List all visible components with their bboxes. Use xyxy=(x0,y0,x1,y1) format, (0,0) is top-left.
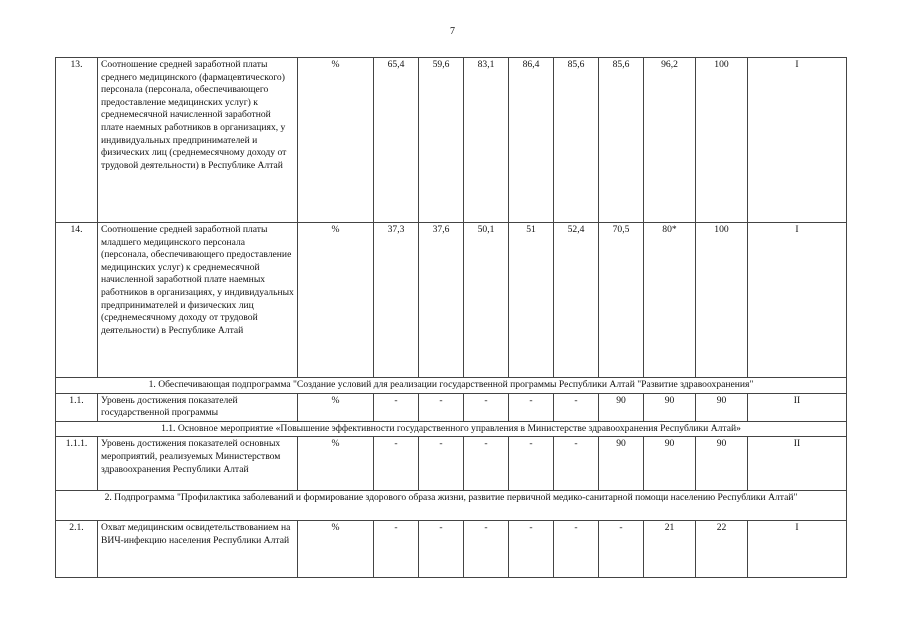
value-cell: 37,6 xyxy=(419,223,464,378)
row-number: 14. xyxy=(56,223,98,378)
value-cell: - xyxy=(374,393,419,421)
value-cell: - xyxy=(374,437,419,491)
value-cell: - xyxy=(554,393,599,421)
table-row xyxy=(56,223,847,378)
table-row xyxy=(56,521,847,578)
table-body xyxy=(56,58,847,578)
indicator-name: Уровень достижения показателей государственной программы xyxy=(98,393,298,421)
row-number: 1.1. xyxy=(56,393,98,421)
section-title: 1.1. Основное мероприятие «Повышение эффективности государственного управления в Министерстве здравоохранения Республики Алтай» xyxy=(56,421,847,437)
value-cell: - xyxy=(374,521,419,578)
row-number: 13. xyxy=(56,58,98,223)
value-cell: 90 xyxy=(599,437,644,491)
section-row xyxy=(56,421,847,437)
unit-cell: % xyxy=(298,521,374,578)
unit-cell: % xyxy=(298,437,374,491)
row-number: 2.1. xyxy=(56,521,98,578)
table-row xyxy=(56,437,847,491)
value-cell: 59,6 xyxy=(419,58,464,223)
value-cell: 100 xyxy=(696,58,748,223)
value-cell: 85,6 xyxy=(599,58,644,223)
value-cell: 83,1 xyxy=(464,58,509,223)
value-cell: 21 xyxy=(644,521,696,578)
value-cell: 90 xyxy=(644,437,696,491)
value-cell: 90 xyxy=(599,393,644,421)
value-cell: 37,3 xyxy=(374,223,419,378)
value-cell: 70,5 xyxy=(599,223,644,378)
value-cell: - xyxy=(509,521,554,578)
value-cell: 50,1 xyxy=(464,223,509,378)
value-cell: 51 xyxy=(509,223,554,378)
value-cell: - xyxy=(419,521,464,578)
value-cell: 22 xyxy=(696,521,748,578)
value-cell: 65,4 xyxy=(374,58,419,223)
indicator-name: Соотношение средней заработной платы среднего медицинского (фармацевтического) персонала (персонала, обеспечивающего предоставление медицинских услуг) к среднемесячной начисленной заработной плате наемных работников в организациях, у индивидуальных предпринимателей и физических лиц (среднемесячному доходу от трудовой деятельности) в Республике Алтай xyxy=(98,58,298,223)
table-row xyxy=(56,393,847,421)
value-cell: I xyxy=(748,521,847,578)
indicators-table xyxy=(55,57,847,578)
value-cell: - xyxy=(464,437,509,491)
indicator-name: Соотношение средней заработной платы младшего медицинского персонала (персонала, обеспечивающего предоставление медицинских услуг) к среднемесячной начисленной заработной плате наемных работников в организациях, у индивидуальных предпринимателей и физических лиц (среднемесячному доходу от трудовой деятельности) в Республике Алтай xyxy=(98,223,298,378)
value-cell: - xyxy=(464,521,509,578)
value-cell: 100 xyxy=(696,223,748,378)
section-row xyxy=(56,491,847,521)
value-cell: 96,2 xyxy=(644,58,696,223)
value-cell: 90 xyxy=(644,393,696,421)
indicator-name: Уровень достижения показателей основных мероприятий, реализуемых Министерством здравоохранения Республики Алтай xyxy=(98,437,298,491)
table-row xyxy=(56,58,847,223)
value-cell: - xyxy=(554,521,599,578)
value-cell: 85,6 xyxy=(554,58,599,223)
value-cell: 52,4 xyxy=(554,223,599,378)
section-row xyxy=(56,378,847,394)
unit-cell: % xyxy=(298,393,374,421)
page-number: 7 xyxy=(450,26,455,37)
unit-cell: % xyxy=(298,223,374,378)
value-cell: 86,4 xyxy=(509,58,554,223)
section-title: 2. Подпрограмма "Профилактика заболеваний и формирование здорового образа жизни, развитие первичной медико-санитарной помощи населению Республики Алтай" xyxy=(56,491,847,521)
value-cell: - xyxy=(599,521,644,578)
unit-cell: % xyxy=(298,58,374,223)
value-cell: II xyxy=(748,437,847,491)
value-cell: 80* xyxy=(644,223,696,378)
value-cell: 90 xyxy=(696,437,748,491)
value-cell: I xyxy=(748,223,847,378)
value-cell: II xyxy=(748,393,847,421)
value-cell: - xyxy=(419,437,464,491)
row-number: 1.1.1. xyxy=(56,437,98,491)
value-cell: I xyxy=(748,58,847,223)
value-cell: 90 xyxy=(696,393,748,421)
value-cell: - xyxy=(419,393,464,421)
value-cell: - xyxy=(554,437,599,491)
section-title: 1. Обеспечивающая подпрограмма "Создание условий для реализации государственной программы Республики Алтай "Развитие здравоохранения" xyxy=(56,378,847,394)
value-cell: - xyxy=(509,437,554,491)
indicator-name: Охват медицинским освидетельствованием на ВИЧ-инфекцию населения Республики Алтай xyxy=(98,521,298,578)
value-cell: - xyxy=(509,393,554,421)
value-cell: - xyxy=(464,393,509,421)
